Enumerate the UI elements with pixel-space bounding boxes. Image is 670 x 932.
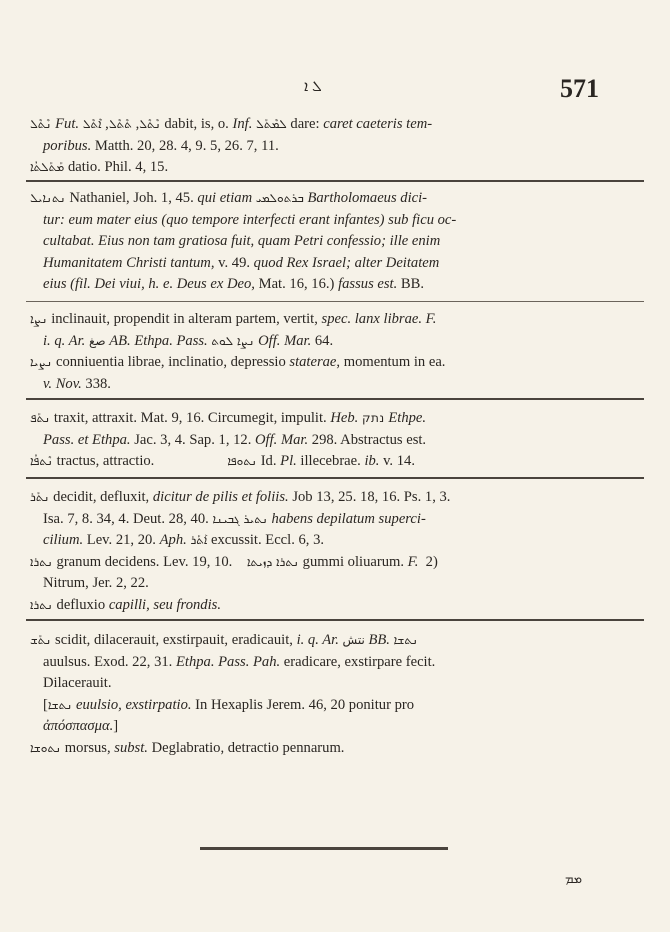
entry-line: ܢܬܘܫܐ morsus, subst. Deglabratio, detractio pennarum. <box>30 739 345 756</box>
entry-ntash <box>30 630 642 759</box>
entry-line: ܢܬܰܦ traxit, attraxit. Mat. 9, 16. Circumegit, impulit. Heb. נתק Ethpe. <box>30 410 427 426</box>
entry-line: ἀπόσπασμα.] <box>43 718 119 734</box>
entry-line: Nitrum, Jer. 2, 22. <box>43 575 149 591</box>
entry-line: auulsus. Exod. 22, 31. Ethpa. Pass. Pah. eradicare, exstirpare fecit. <box>43 653 436 670</box>
section-rule <box>26 180 644 182</box>
entry-nathaniel <box>30 188 642 296</box>
entry-line: ܢܶܬܦܳܐ tractus, attractio. ܢܬܘܦܐ Id. Pl. illecebrae. ib. v. 14. <box>30 453 415 469</box>
page-header <box>0 74 670 114</box>
entry-ntar <box>30 487 642 616</box>
entry-line: ܢܬܰܫ scidit, dilacerauit, exstirpauit, eradicauit, i. q. Ar. ﻧﺘﺶ BB. ܢܬܫܐ <box>30 632 419 648</box>
entry-line: v. Nov. 338. <box>43 375 111 392</box>
entry-line: Dilacerauit. <box>43 675 112 691</box>
entry-line: ܢܨܝܐ conniuentia librae, inclinatio, depressio staterae, momentum in ea. <box>30 354 446 370</box>
entry-line: ܢܬܪܐ granum decidens. Lev. 19, 10. ܢܬܪܐ ܕܙܝܬܐ gummi oliuarum. F. 2) <box>30 553 438 570</box>
entry-line: ܡܰܬܰܠܬܳܐ datio. Phil. 4, 15. <box>30 159 169 175</box>
entry-line: cultabat. Eius non tam gratiosa fuit, quam Petri confessio; ille enim <box>43 233 441 249</box>
entry-line: Isa. 7, 8. 34, 4. Deut. 28, 40. ܢܬܝܪ ܓܒܝܢܐ habens depilatum superci- <box>43 510 426 527</box>
entry-line: ܢܬܰܪ decidit, defluxit, dicitur de pilis et foliis. Job 13, 25. 18, 16. Ps. 1, 3. <box>30 489 451 505</box>
entry-line: ܢܬܪܐ defluxio capilli, seu frondis. <box>30 596 221 613</box>
running-head-syriac: ܠ ܐ <box>304 79 322 95</box>
end-rule <box>200 847 448 850</box>
entry-line: poribus. Matth. 20, 28. 4, 9. 5, 26. 7, 11. <box>43 137 279 154</box>
entry-line: eius (fil. Dei viui, h. e. Deus ex Deo, Mat. 16, 16.) fassus est. BB. <box>43 276 425 292</box>
entry-line: ܢܶܬܶܠ Fut. ܢܶܬܶܠ, ܬܶܬܶܠ, ܐܶܬܶܠ dabit, is, o. Inf. ܠܡܶܬܰܠ dare: caret caeteris tem- <box>30 116 433 132</box>
entry-ntal <box>30 114 642 179</box>
entry-line: Humanitatem Christi tantum, v. 49. quod Rex Israel; alter Deitatem <box>43 254 440 271</box>
section-rule <box>26 619 644 621</box>
section-rule <box>26 477 644 479</box>
signature-mark: ܡܡ <box>565 872 583 887</box>
section-rule <box>26 398 644 400</box>
entry-line: i. q. Ar. ﺻﻎ AB. Ethpa. Pass. ܢܨܐ ܠܘܬ Off. Mar. 64. <box>43 332 334 349</box>
entry-line: ܢܨܐ inclinauit, propendit in alteram partem, vertit, spec. lanx librae. F. <box>30 311 437 327</box>
entry-ntap <box>30 408 642 473</box>
page-number: 571 <box>560 74 599 103</box>
section-rule <box>26 301 644 302</box>
entry-line: ܢܬܢܐܝܠ Nathaniel, Joh. 1, 45. qui etiam ܒܪܬܘܠܡܝ Bartholomaeus dici- <box>30 190 428 206</box>
entry-nsa <box>30 309 642 395</box>
entry-line: [ܢܬܫܐ euulsio, exstirpatio. In Hexaplis Jerem. 46, 20 ponitur pro <box>43 696 415 713</box>
entry-line: cilium. Lev. 21, 20. Aph. ܐܰܬܰܪ excussit. Eccl. 6, 3. <box>43 532 325 548</box>
entry-line: tur: eum mater eius (quo tempore interfecti erant infantes) sub ficu oc- <box>43 211 457 228</box>
entry-line: Pass. et Ethpa. Jac. 3, 4. Sap. 1, 12. Off. Mar. 298. Abstractus est. <box>43 431 427 448</box>
